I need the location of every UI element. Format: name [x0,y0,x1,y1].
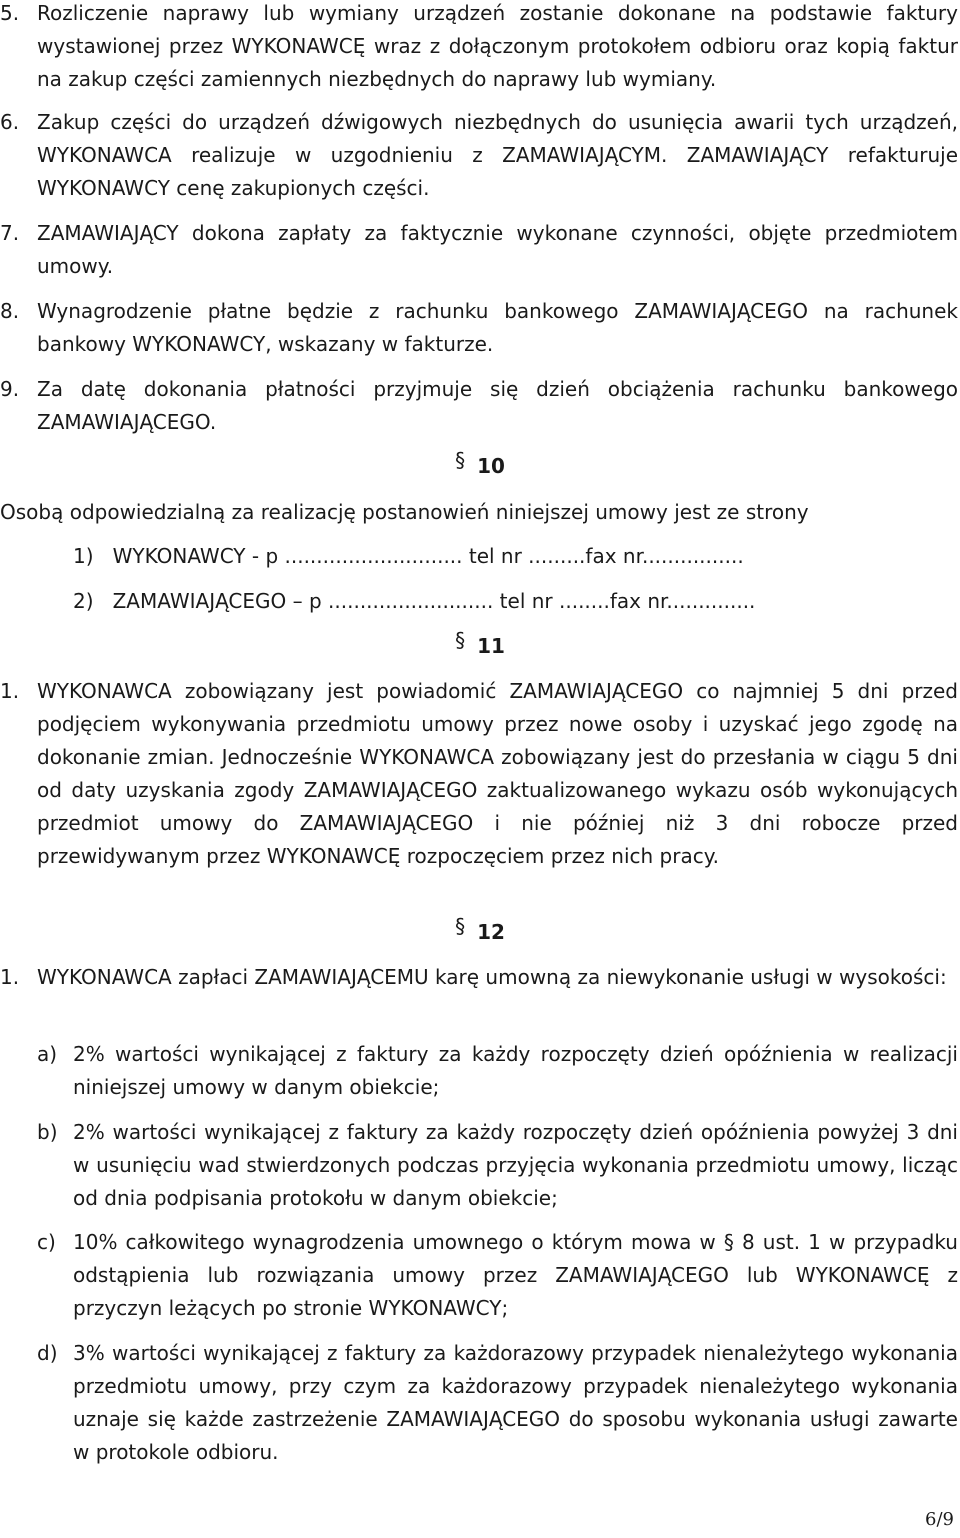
section-heading-11 [0,630,960,663]
section-number: 11 [477,634,505,658]
paragraph-item-7 [0,217,958,283]
paragraph-item-8 [0,295,958,361]
penalty-item-d [37,1337,958,1469]
penalty-item-a [37,1038,958,1104]
item-text: 2% wartości wynikającej z faktury za każdy rozpoczęty dzień opóźnienia powyżej 3 dni w usunięciu wad stwierdzonych podczas przyjęcia wykonania przedmiotu umowy, licząc od dnia podpisania protokołu w danym obiekcie; [73,1120,958,1210]
section-symbol: § [455,628,466,652]
penalty-item-b [37,1116,958,1215]
item-text: Za datę dokonania płatności przyjmuje się dzień obciążenia rachunku bankowego ZAMAWIAJĄCEGO. [37,377,958,434]
item-text: Zakup części do urządzeń dźwigowych niezbędnych do usunięcia awarii tych urządzeń, WYKONAWCA realizuje w uzgodnieniu z ZAMAWIAJĄCYM. ZAMAWIAJĄCY refakturuje WYKONAWCY cenę zakupionych części. [37,110,958,200]
contact-line-contractor [73,540,744,573]
responsible-persons-intro: Osobą odpowiedzialną za realizację postanowień niniejszej umowy jest ze strony [0,500,809,524]
item-number: 7. [0,221,20,245]
item-text: 2% wartości wynikającej z faktury za każdy rozpoczęty dzień opóźnienia w realizacji niniejszej umowy w danym obiekcie; [73,1042,958,1099]
list-number: 1) [73,544,94,568]
section-number: 10 [477,454,505,478]
item-text: 3% wartości wynikającej z faktury za każdorazowy przypadek nienależytego wykonania przedmiotu umowy, przy czym za każdorazowy przypadek nienależytego wykonania uznaje się każde zastrzeżenie ZAMAWIAJĄCEGO do sposobu wykonania usługi zawarte w protokole odbioru. [73,1341,958,1464]
section-symbol: § [455,914,466,938]
penalty-item-c [37,1226,958,1325]
section-heading-12 [0,916,960,949]
item-letter: a) [37,1042,58,1066]
item-text: 10% całkowitego wynagrodzenia umownego o którym mowa w § 8 ust. 1 w przypadku odstąpienia lub rozwiązania umowy przez ZAMAWIAJĄCEGO lub WYKONAWCĘ z przyczyn leżących po stronie WYKONAWCY; [73,1230,958,1320]
section-heading-10 [0,450,960,483]
item-number: 9. [0,377,20,401]
item-text: WYKONAWCA zapłaci ZAMAWIAJĄCEMU karę umowną za niewykonanie usługi w wysokości: [37,965,947,989]
item-number: 8. [0,299,20,323]
paragraph-item-9 [0,373,958,439]
contact-text: ZAMAWIAJĄCEGO – p .......................... tel nr ........fax nr.............. [112,589,756,613]
paragraph-item-5 [0,0,958,96]
item-number: 1. [0,679,20,703]
section-symbol: § [455,448,466,472]
section-number: 12 [477,920,505,944]
item-letter: c) [37,1230,56,1254]
item-text: ZAMAWIAJĄCY dokona zapłaty za faktycznie wykonane czynności, objęte przedmiotem umowy. [37,221,958,278]
item-letter: d) [37,1341,58,1365]
list-number: 2) [73,589,94,613]
item-number: 5. [0,1,20,25]
contact-line-client [73,585,755,618]
paragraph-sec12-item-1 [0,961,958,994]
paragraph-sec11-item-1 [0,675,958,873]
item-text: Rozliczenie naprawy lub wymiany urządzeń zostanie dokonane na podstawie faktury wystawionej przez WYKONAWCĘ wraz z dołączonym protokołem odbioru oraz kopią faktur na zakup części zamiennych niezbędnych do naprawy lub wymiany. [37,1,958,91]
page-number: 6/9 [925,1509,954,1530]
item-text: Wynagrodzenie płatne będzie z rachunku bankowego ZAMAWIAJĄCEGO na rachunek bankowy WYKONAWCY, wskazany w fakturze. [37,299,958,356]
item-letter: b) [37,1120,58,1144]
item-text: WYKONAWCA zobowiązany jest powiadomić ZAMAWIAJĄCEGO co najmniej 5 dni przed podjęciem wykonywania przedmiotu umowy przez nowe osoby i uzyskać jego zgodę na dokonanie zmian. Jednocześnie WYKONAWCA zobowiązany jest do przesłania w ciągu 5 dni od daty uzyskania zgody ZAMAWIAJĄCEGO zaktualizowanego wykazu osób wykonujących przedmiot umowy do ZAMAWIAJĄCEGO i nie później niż 3 dni robocze przed przewidywanym przez WYKONAWCĘ rozpoczęciem przez nich pracy. [37,679,958,868]
contact-text: WYKONAWCY - p ............................ tel nr .........fax nr................ [112,544,744,568]
item-number: 1. [0,965,20,989]
item-number: 6. [0,110,20,134]
paragraph-item-6 [0,106,958,205]
